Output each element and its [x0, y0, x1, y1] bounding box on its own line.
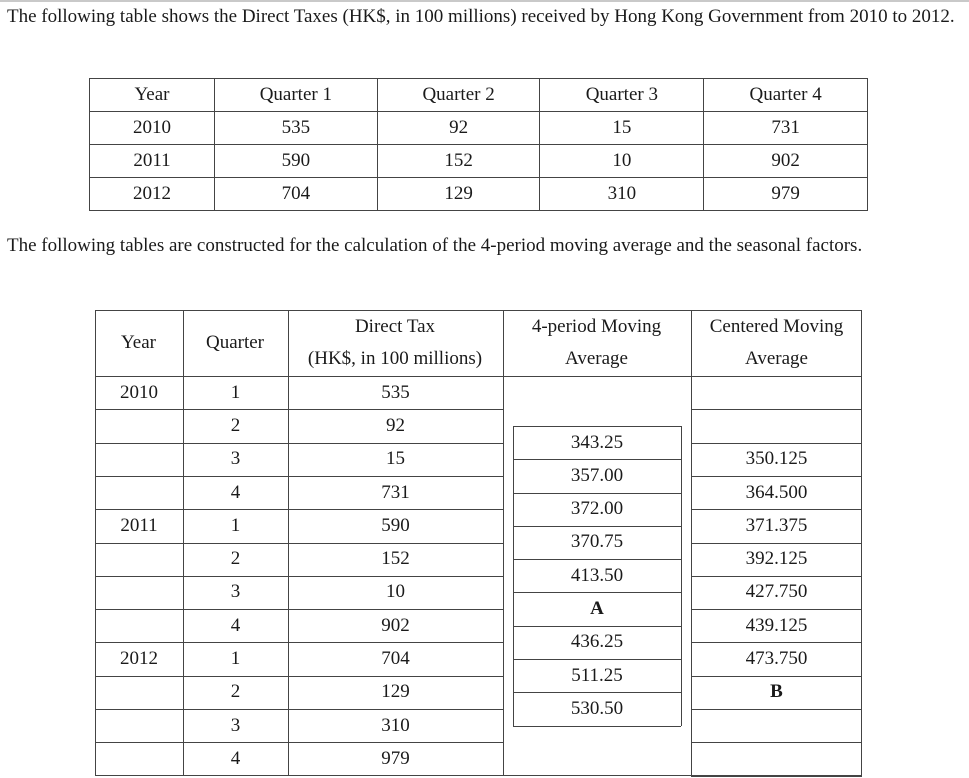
- ma-box-line: [513, 692, 681, 693]
- cma-row-line: [691, 609, 862, 610]
- table2-column-line: [503, 310, 504, 776]
- table1-cell: 979: [704, 178, 868, 211]
- table1-header-row: [90, 79, 868, 112]
- ma-box-line: [513, 526, 681, 527]
- table2-row-line: [95, 443, 503, 444]
- cma-row-line: [691, 509, 862, 510]
- table2-row-line: [95, 709, 503, 710]
- ma-value-cell: 357.00: [570, 465, 624, 486]
- ma-box-line: [513, 559, 681, 560]
- direct-tax-table: [89, 78, 868, 211]
- table1-row: [90, 112, 868, 145]
- ma-box-line: [513, 426, 681, 427]
- table2-tax-cell: 704: [381, 648, 410, 669]
- cma-row-line: [691, 742, 862, 743]
- table2-row-line: [95, 642, 503, 643]
- table1-cell: 310: [540, 178, 704, 211]
- table2-header-year: Year: [120, 332, 156, 353]
- ma-value-cell: 413.50: [570, 565, 624, 586]
- table2-row-line: [95, 476, 503, 477]
- table1-header-q4: Quarter 4: [704, 79, 868, 112]
- cma-row-line: [691, 709, 862, 710]
- table2-row-line: [95, 509, 503, 510]
- cma-value-cell: 392.125: [745, 548, 808, 569]
- table2-row-line: [95, 543, 503, 544]
- table2-quarter-cell: 1: [230, 515, 241, 536]
- table1-cell: 129: [377, 178, 540, 211]
- ma-box-line: [513, 592, 681, 593]
- ma-box-line: [513, 726, 681, 727]
- table1-cell: 10: [540, 145, 704, 178]
- table2-quarter-cell: 4: [230, 482, 241, 503]
- table2-tax-cell: 535: [381, 382, 410, 403]
- table2-quarter-cell: 3: [230, 715, 241, 736]
- table2-quarter-cell: 2: [230, 415, 241, 436]
- table2-tax-cell: 129: [381, 681, 410, 702]
- cma-row-line: [691, 642, 862, 643]
- table1-cell: 152: [377, 145, 540, 178]
- table2-year-cell: 2011: [120, 515, 158, 536]
- ma-box-line: [513, 493, 681, 494]
- table1-cell: 704: [214, 178, 377, 211]
- table1-header-q2: Quarter 2: [377, 79, 540, 112]
- table1-header-q1: Quarter 1: [214, 79, 377, 112]
- ma-unknown-a: A: [590, 598, 604, 619]
- table2-row-line: [95, 576, 503, 577]
- cma-value-cell: 371.375: [745, 515, 808, 536]
- cma-value-cell: 473.750: [745, 648, 808, 669]
- cma-row-line: [691, 576, 862, 577]
- cma-row-line: [691, 776, 862, 777]
- table2-quarter-cell: 3: [230, 581, 241, 602]
- table2-quarter-cell: 1: [230, 648, 241, 669]
- table2-quarter-cell: 4: [230, 615, 241, 636]
- cma-value-cell: 427.750: [745, 581, 808, 602]
- cma-row-line: [691, 676, 862, 677]
- table2-header-ma-line2: Average: [565, 348, 628, 369]
- cma-row-line: [691, 443, 862, 444]
- table2-quarter-cell: 1: [230, 382, 241, 403]
- table2-tax-cell: 310: [381, 715, 410, 736]
- table2-tax-cell: 92: [386, 415, 405, 436]
- table2-header-line: [95, 376, 862, 377]
- cma-unknown-b: B: [770, 681, 783, 702]
- cma-row-line: [691, 476, 862, 477]
- table1-cell: 2012: [90, 178, 215, 211]
- table2-quarter-cell: 2: [230, 681, 241, 702]
- middle-paragraph: The following tables are constructed for the calculation of the 4-period moving average and the seasonal factors.: [7, 235, 863, 256]
- ma-value-cell: 436.25: [570, 631, 624, 652]
- table2-quarter-cell: 3: [230, 448, 241, 469]
- ma-value-cell: 370.75: [570, 531, 624, 552]
- table2-row-line: [95, 676, 503, 677]
- table2-header-tax-line1: Direct Tax: [354, 316, 436, 337]
- cma-value-cell: 350.125: [745, 448, 808, 469]
- table1-cell: 2010: [90, 112, 215, 145]
- table2-row-line: [95, 609, 503, 610]
- table2-tax-cell: 10: [386, 581, 405, 602]
- table2-tax-cell: 731: [381, 482, 410, 503]
- table2-tax-cell: 902: [381, 615, 410, 636]
- intro-paragraph: The following table shows the Direct Taxes (HK$, in 100 millions) received by Hong Kong Government from 2010 to 2012.: [7, 6, 955, 27]
- table1-header-q3: Quarter 3: [540, 79, 704, 112]
- table1-cell: 15: [540, 112, 704, 145]
- table2-header-cma-line1: Centered Moving: [709, 316, 844, 337]
- table2-header-quarter: Quarter: [205, 332, 265, 353]
- cma-row-line: [691, 543, 862, 544]
- ma-box-side: [681, 426, 682, 726]
- table2-tax-cell: 979: [381, 748, 410, 769]
- table1-cell: 2011: [90, 145, 215, 178]
- table2-quarter-cell: 2: [230, 548, 241, 569]
- table1-cell: 92: [377, 112, 540, 145]
- table2-year-cell: 2010: [120, 382, 158, 403]
- ma-value-cell: 530.50: [570, 698, 624, 719]
- table1-cell: 590: [214, 145, 377, 178]
- ma-box-line: [513, 659, 681, 660]
- table2-year-cell: 2012: [120, 648, 158, 669]
- table1-cell: 731: [704, 112, 868, 145]
- table2-header-tax-line2: (HK$, in 100 millions): [307, 348, 483, 369]
- ma-value-cell: 372.00: [570, 498, 624, 519]
- ma-box-side: [513, 426, 514, 726]
- moving-average-table: [95, 310, 862, 776]
- cma-value-cell: 439.125: [745, 615, 808, 636]
- table2-border-top: [95, 310, 862, 311]
- table1-header-year: Year: [90, 79, 215, 112]
- table2-row-line: [95, 409, 503, 410]
- table1-cell: 535: [214, 112, 377, 145]
- table1-cell: 902: [704, 145, 868, 178]
- table2-tax-cell: 15: [386, 448, 405, 469]
- cma-value-cell: 364.500: [745, 482, 808, 503]
- table2-tax-cell: 590: [381, 515, 410, 536]
- table2-tax-cell: 152: [381, 548, 410, 569]
- ma-box-line: [513, 459, 681, 460]
- table1-row: [90, 178, 868, 211]
- table1-row: [90, 145, 868, 178]
- cma-row-line: [691, 409, 862, 410]
- table2-quarter-cell: 4: [230, 748, 241, 769]
- ma-box-line: [513, 626, 681, 627]
- table2-header-cma-line2: Average: [745, 348, 808, 369]
- ma-value-cell: 343.25: [570, 432, 624, 453]
- ma-value-cell: 511.25: [571, 665, 623, 686]
- table2-header-ma-line1: 4-period Moving: [531, 316, 662, 337]
- table2-row-line: [95, 742, 503, 743]
